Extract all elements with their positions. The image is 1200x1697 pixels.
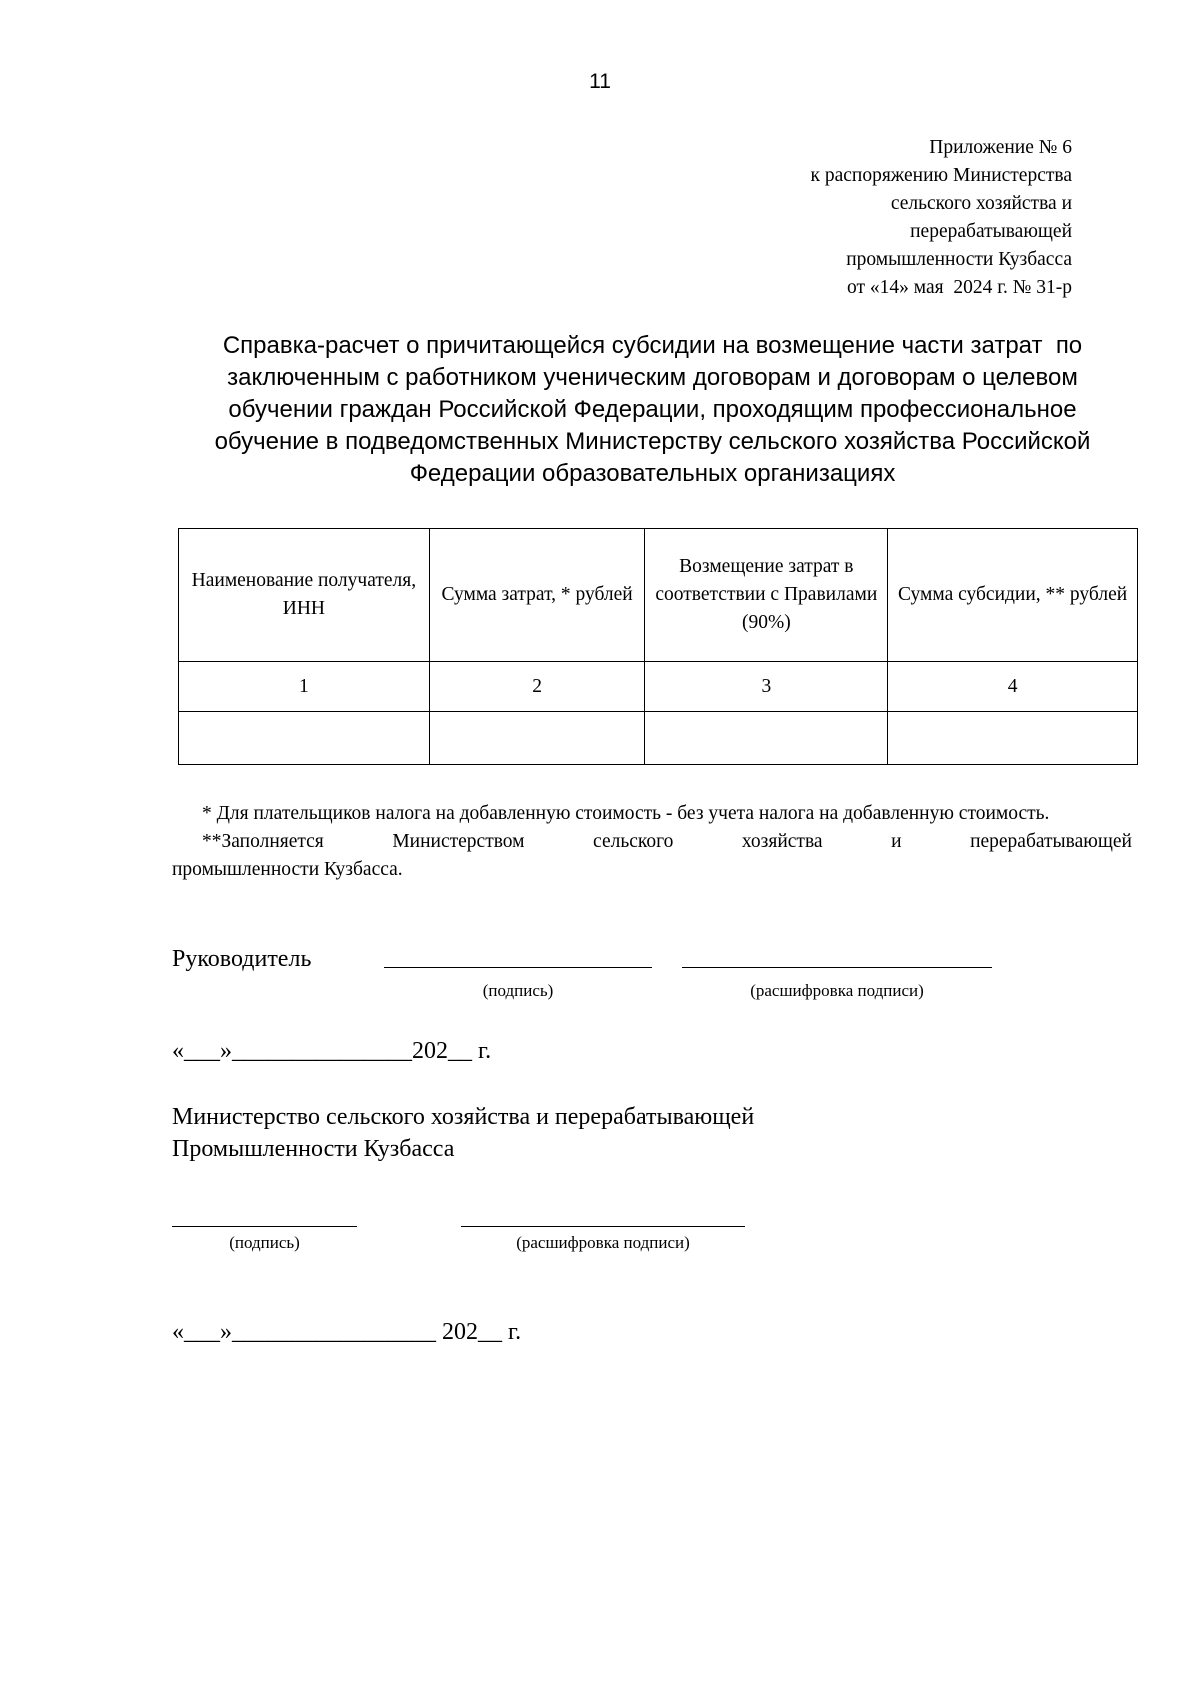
table-cell xyxy=(645,712,888,765)
footnotes xyxy=(172,800,1132,884)
table-column-number-row xyxy=(179,662,1138,712)
appendix-line: к распоряжению Министерства xyxy=(810,165,1072,186)
title-line: обучении граждан Российской Федерации, проходящим профессиональное xyxy=(228,396,1077,423)
date-line: «___»_______________202__ г. xyxy=(172,1038,492,1064)
table-cell xyxy=(888,712,1138,765)
table-row xyxy=(179,712,1138,765)
signature-caption: (подпись) xyxy=(229,1233,300,1252)
signature-caption: (подпись) xyxy=(482,981,554,1000)
footnote-continuation: промышленности Кузбасса. xyxy=(172,859,403,880)
title-line: Справка-расчет о причитающейся субсидии на возмещение части затрат по xyxy=(222,332,1083,359)
ministry-name-line: Министерство сельского хозяйства и перерабатывающей xyxy=(172,1104,755,1130)
decoding-caption: (расшифровка подписи) xyxy=(516,1233,690,1252)
footnote-word: **Заполняется xyxy=(202,831,324,852)
decoding-line xyxy=(461,1226,745,1227)
signature-line xyxy=(384,967,652,968)
footnote-word: перерабатывающей xyxy=(970,831,1132,852)
appendix-line: перерабатывающей xyxy=(910,221,1072,242)
footnote-word: и xyxy=(891,831,902,852)
subsidy-calculation-table xyxy=(178,528,1138,765)
column-number: 2 xyxy=(429,662,645,712)
footnote-vat: * Для плательщиков налога на добавленную стоимость - без учета налога на добавленную стоимость. xyxy=(202,803,1050,824)
ministry-name-line: Промышленности Кузбасса xyxy=(172,1136,455,1162)
footnote-word: хозяйства xyxy=(741,831,823,852)
document-title xyxy=(170,330,1135,490)
decoding-caption: (расшифровка подписи) xyxy=(750,981,924,1000)
decoding-line xyxy=(682,967,992,968)
header-recipient: Наименование получателя, ИНН xyxy=(179,529,430,662)
role-label: Руководитель xyxy=(172,946,312,972)
title-line: заключенным с работником ученическим договорам и договорам о целевом xyxy=(227,364,1078,391)
appendix-header xyxy=(572,134,1072,302)
date-line: «___»_________________ 202__ г. xyxy=(172,1319,522,1345)
appendix-line: промышленности Кузбасса xyxy=(846,249,1072,270)
column-number: 3 xyxy=(645,662,888,712)
column-number: 1 xyxy=(179,662,430,712)
appendix-line: Приложение № 6 xyxy=(929,137,1072,158)
appendix-line: от «14» мая 2024 г. № 31-р xyxy=(847,277,1072,298)
table-cell xyxy=(429,712,645,765)
title-line: обучение в подведомственных Министерству сельского хозяйства Российской xyxy=(214,428,1091,455)
appendix-line: сельского хозяйства и xyxy=(890,193,1072,214)
header-costs: Сумма затрат, * рублей xyxy=(429,529,645,662)
header-reimbursement: Возмещение затрат в соответствии с Правилами (90%) xyxy=(645,529,888,662)
footnote-word: сельского xyxy=(593,831,674,852)
column-number: 4 xyxy=(888,662,1138,712)
footnote-filled-by xyxy=(172,828,1132,856)
table-cell xyxy=(179,712,430,765)
title-line: Федерации образовательных организациях xyxy=(409,460,896,487)
header-subsidy: Сумма субсидии, ** рублей xyxy=(888,529,1138,662)
footnote-word: Министерством xyxy=(392,831,525,852)
table-header-row xyxy=(179,529,1138,662)
page-number: 11 xyxy=(589,70,611,93)
signature-line xyxy=(172,1226,357,1227)
